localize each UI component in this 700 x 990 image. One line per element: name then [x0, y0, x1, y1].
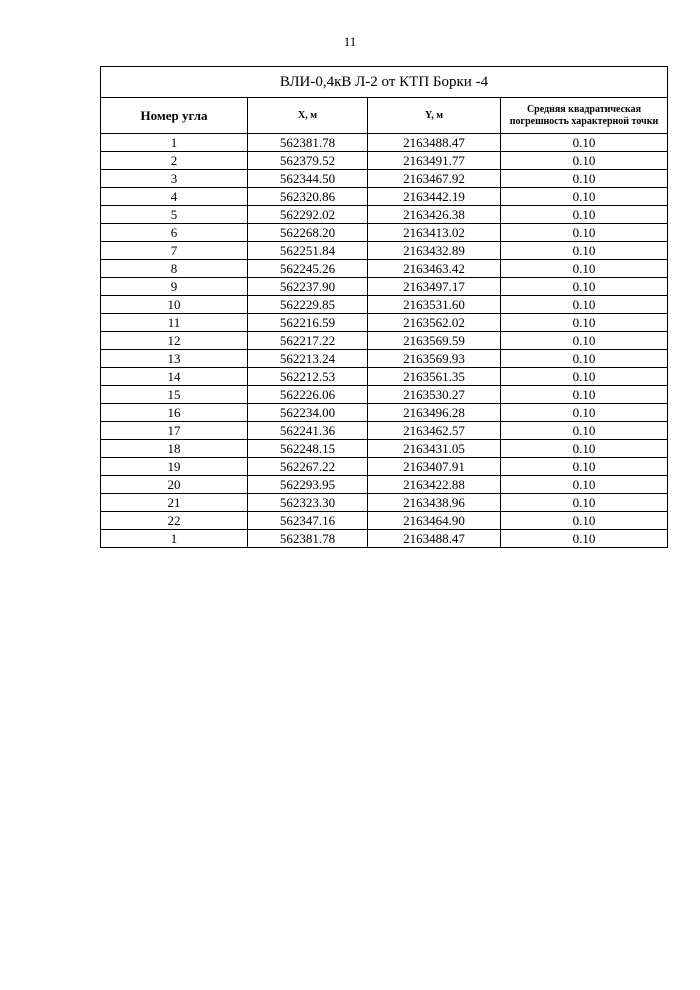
- cell-x: 562234.00: [248, 404, 368, 422]
- cell-error: 0.10: [501, 152, 668, 170]
- cell-y: 2163464.90: [368, 512, 501, 530]
- cell-corner-number: 21: [101, 494, 248, 512]
- table-row: [101, 296, 668, 314]
- cell-x: 562381.78: [248, 530, 368, 548]
- cell-error: 0.10: [501, 332, 668, 350]
- table-title: ВЛИ-0,4кВ Л-2 от КТП Борки -4: [101, 67, 668, 98]
- cell-x: 562293.95: [248, 476, 368, 494]
- table-row: [101, 350, 668, 368]
- cell-corner-number: 20: [101, 476, 248, 494]
- table-row: [101, 170, 668, 188]
- cell-error: 0.10: [501, 206, 668, 224]
- cell-x: 562241.36: [248, 422, 368, 440]
- cell-corner-number: 12: [101, 332, 248, 350]
- cell-corner-number: 18: [101, 440, 248, 458]
- table-title-row: [101, 67, 668, 98]
- table-row: [101, 260, 668, 278]
- cell-corner-number: 14: [101, 368, 248, 386]
- cell-x: 562226.06: [248, 386, 368, 404]
- cell-y: 2163462.57: [368, 422, 501, 440]
- cell-y: 2163407.91: [368, 458, 501, 476]
- cell-x: 562216.59: [248, 314, 368, 332]
- column-header-corner-number: Номер угла: [101, 98, 248, 134]
- cell-y: 2163530.27: [368, 386, 501, 404]
- cell-y: 2163531.60: [368, 296, 501, 314]
- table-row: [101, 368, 668, 386]
- table-row: [101, 332, 668, 350]
- cell-corner-number: 3: [101, 170, 248, 188]
- cell-x: 562212.53: [248, 368, 368, 386]
- cell-error: 0.10: [501, 134, 668, 152]
- cell-x: 562248.15: [248, 440, 368, 458]
- cell-corner-number: 4: [101, 188, 248, 206]
- cell-error: 0.10: [501, 494, 668, 512]
- table-row: [101, 386, 668, 404]
- cell-error: 0.10: [501, 386, 668, 404]
- column-header-x: X, м: [248, 98, 368, 134]
- cell-corner-number: 22: [101, 512, 248, 530]
- table-row: [101, 188, 668, 206]
- cell-x: 562251.84: [248, 242, 368, 260]
- cell-x: 562320.86: [248, 188, 368, 206]
- cell-error: 0.10: [501, 224, 668, 242]
- cell-x: 562347.16: [248, 512, 368, 530]
- cell-error: 0.10: [501, 422, 668, 440]
- cell-y: 2163432.89: [368, 242, 501, 260]
- cell-x: 562344.50: [248, 170, 368, 188]
- table-row: [101, 440, 668, 458]
- cell-y: 2163463.42: [368, 260, 501, 278]
- cell-y: 2163491.77: [368, 152, 501, 170]
- cell-error: 0.10: [501, 188, 668, 206]
- cell-y: 2163569.59: [368, 332, 501, 350]
- cell-x: 562292.02: [248, 206, 368, 224]
- cell-error: 0.10: [501, 242, 668, 260]
- cell-error: 0.10: [501, 368, 668, 386]
- cell-corner-number: 5: [101, 206, 248, 224]
- cell-x: 562217.22: [248, 332, 368, 350]
- cell-corner-number: 7: [101, 242, 248, 260]
- cell-y: 2163413.02: [368, 224, 501, 242]
- cell-error: 0.10: [501, 440, 668, 458]
- cell-error: 0.10: [501, 314, 668, 332]
- cell-error: 0.10: [501, 350, 668, 368]
- cell-y: 2163569.93: [368, 350, 501, 368]
- cell-corner-number: 6: [101, 224, 248, 242]
- table-row: [101, 152, 668, 170]
- cell-error: 0.10: [501, 296, 668, 314]
- table-row: [101, 458, 668, 476]
- table-row: [101, 422, 668, 440]
- cell-x: 562323.30: [248, 494, 368, 512]
- coordinates-table: [100, 66, 668, 548]
- cell-y: 2163426.38: [368, 206, 501, 224]
- cell-corner-number: 19: [101, 458, 248, 476]
- cell-y: 2163488.47: [368, 134, 501, 152]
- table-row: [101, 134, 668, 152]
- table-row: [101, 224, 668, 242]
- table-row: [101, 314, 668, 332]
- cell-y: 2163561.35: [368, 368, 501, 386]
- cell-y: 2163438.96: [368, 494, 501, 512]
- column-header-error: Средняя квадратическая погрешность характерной точки: [501, 98, 668, 134]
- table-row: [101, 476, 668, 494]
- table-row: [101, 530, 668, 548]
- cell-y: 2163431.05: [368, 440, 501, 458]
- table-row: [101, 206, 668, 224]
- column-header-y: Y, м: [368, 98, 501, 134]
- cell-y: 2163422.88: [368, 476, 501, 494]
- table-row: [101, 404, 668, 422]
- table-body: [101, 134, 668, 548]
- cell-corner-number: 10: [101, 296, 248, 314]
- cell-y: 2163488.47: [368, 530, 501, 548]
- cell-corner-number: 17: [101, 422, 248, 440]
- cell-corner-number: 1: [101, 530, 248, 548]
- cell-error: 0.10: [501, 260, 668, 278]
- cell-corner-number: 2: [101, 152, 248, 170]
- cell-x: 562381.78: [248, 134, 368, 152]
- cell-corner-number: 1: [101, 134, 248, 152]
- cell-x: 562268.20: [248, 224, 368, 242]
- cell-y: 2163562.02: [368, 314, 501, 332]
- cell-x: 562213.24: [248, 350, 368, 368]
- cell-error: 0.10: [501, 458, 668, 476]
- table-header-row: [101, 98, 668, 134]
- cell-error: 0.10: [501, 476, 668, 494]
- cell-corner-number: 9: [101, 278, 248, 296]
- cell-y: 2163467.92: [368, 170, 501, 188]
- cell-error: 0.10: [501, 278, 668, 296]
- cell-corner-number: 16: [101, 404, 248, 422]
- cell-corner-number: 15: [101, 386, 248, 404]
- cell-error: 0.10: [501, 512, 668, 530]
- cell-error: 0.10: [501, 170, 668, 188]
- cell-x: 562229.85: [248, 296, 368, 314]
- cell-error: 0.10: [501, 404, 668, 422]
- cell-error: 0.10: [501, 530, 668, 548]
- cell-y: 2163442.19: [368, 188, 501, 206]
- cell-corner-number: 8: [101, 260, 248, 278]
- cell-corner-number: 11: [101, 314, 248, 332]
- table-row: [101, 242, 668, 260]
- page-number: 11: [343, 34, 357, 49]
- cell-x: 562379.52: [248, 152, 368, 170]
- table-row: [101, 278, 668, 296]
- cell-x: 562245.26: [248, 260, 368, 278]
- table-row: [101, 494, 668, 512]
- cell-x: 562237.90: [248, 278, 368, 296]
- cell-y: 2163496.28: [368, 404, 501, 422]
- cell-y: 2163497.17: [368, 278, 501, 296]
- cell-corner-number: 13: [101, 350, 248, 368]
- cell-x: 562267.22: [248, 458, 368, 476]
- table-row: [101, 512, 668, 530]
